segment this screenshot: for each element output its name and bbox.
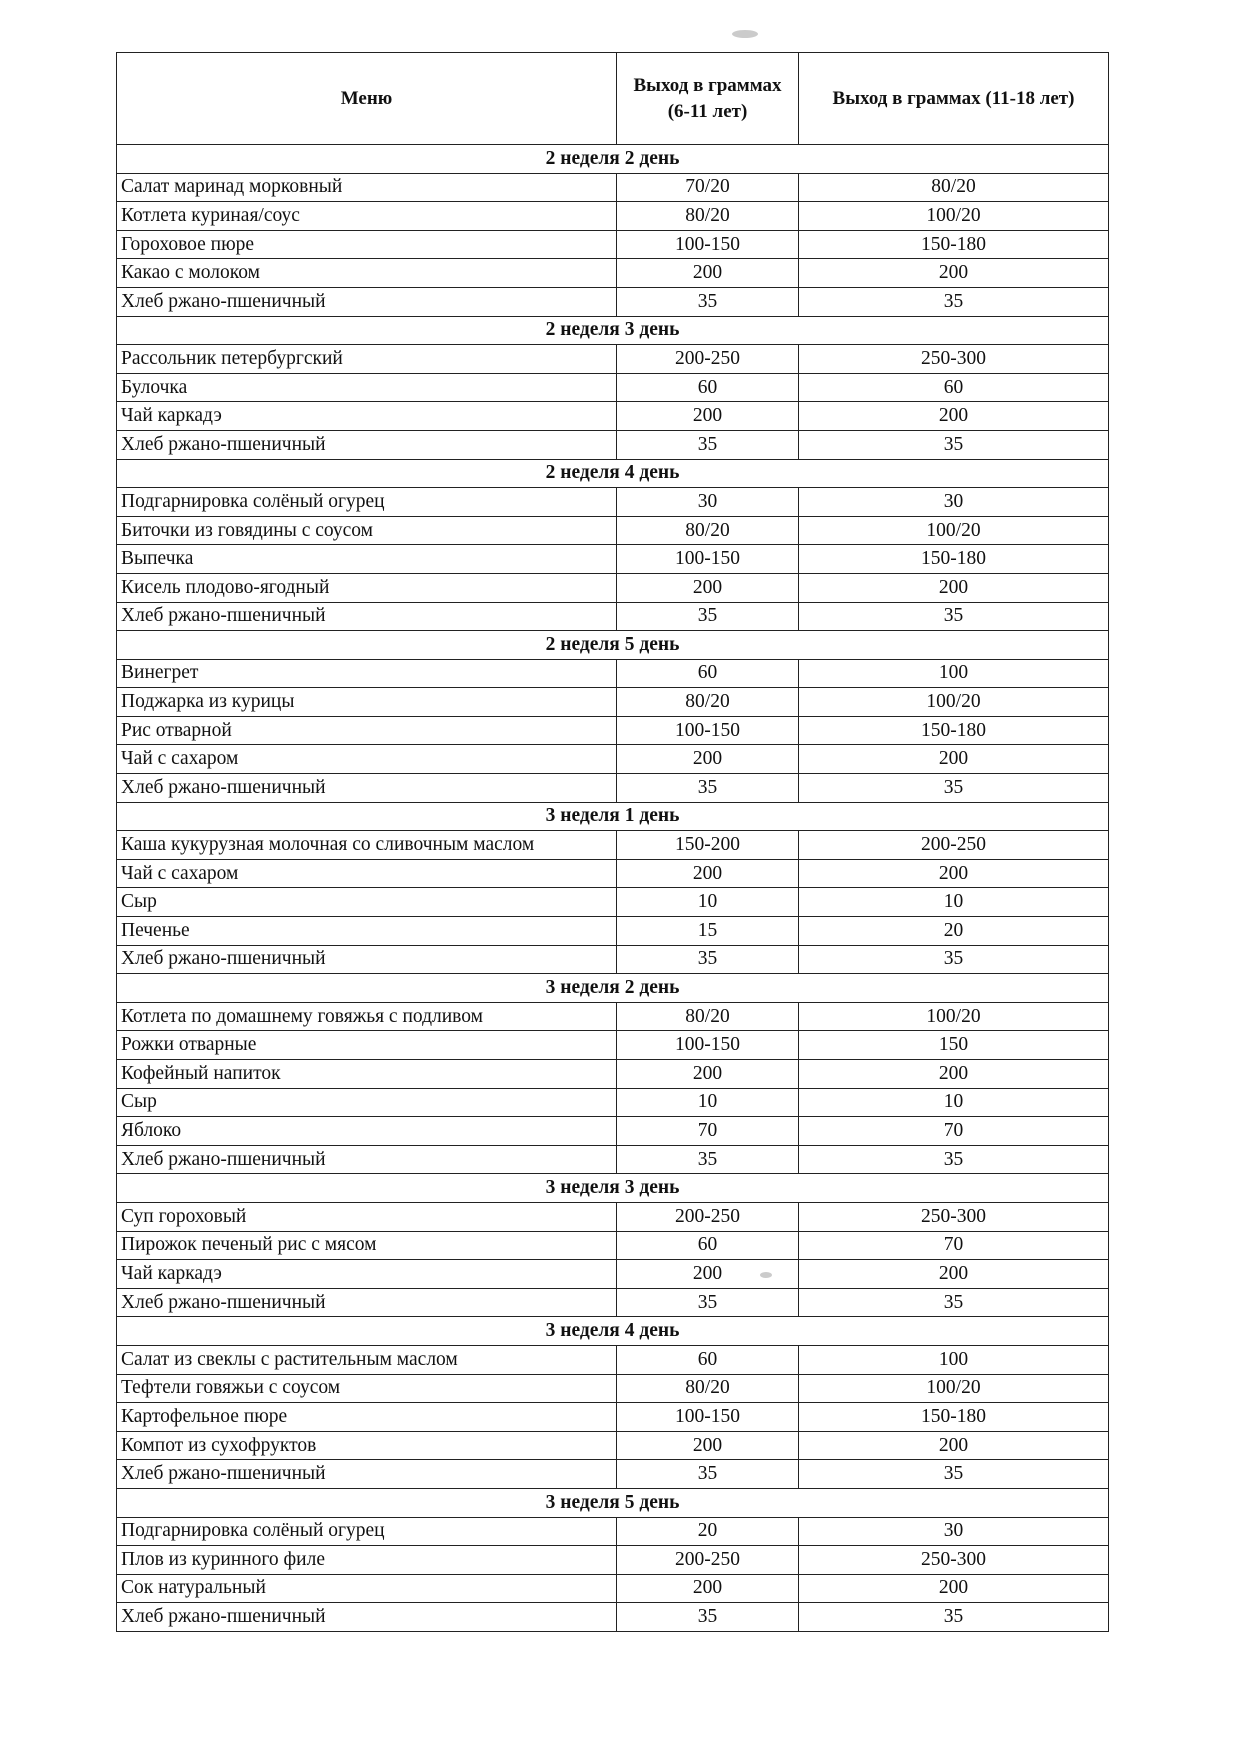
table-row [117,917,1109,946]
table-row [117,1431,1109,1460]
menu-header: Меню [117,53,617,145]
table-row [117,373,1109,402]
dish-name: Хлеб ржано-пшеничный [117,1460,617,1489]
dish-name: Суп гороховый [117,1202,617,1231]
table-row [117,488,1109,517]
table-row [117,516,1109,545]
dish-name: Рожки отварные [117,1031,617,1060]
portion-6-11: 200-250 [617,1202,799,1231]
portion-11-18: 100/20 [799,202,1109,231]
table-row [117,430,1109,459]
portion-11-18: 35 [799,774,1109,803]
portion-11-18: 250-300 [799,1546,1109,1575]
portion-11-18: 150-180 [799,716,1109,745]
dish-name: Чай каркадэ [117,402,617,431]
portion-11-18: 100 [799,1345,1109,1374]
dish-name: Чай с сахаром [117,745,617,774]
portion-11-18: 35 [799,602,1109,631]
dish-name: Хлеб ржано-пшеничный [117,1145,617,1174]
table-row [117,888,1109,917]
dish-name: Рис отварной [117,716,617,745]
table-row [117,573,1109,602]
portion-11-18: 35 [799,1603,1109,1632]
portion-6-11: 35 [617,602,799,631]
portion-11-18: 200 [799,859,1109,888]
dish-name: Сыр [117,1088,617,1117]
portion-6-11: 200 [617,402,799,431]
age-11-18-header: Выход в граммах (11-18 лет) [799,53,1109,145]
table-row [117,1231,1109,1260]
portion-6-11: 70/20 [617,173,799,202]
portion-11-18: 35 [799,1460,1109,1489]
portion-11-18: 200 [799,259,1109,288]
table-row [117,345,1109,374]
table-row [117,1374,1109,1403]
portion-6-11: 35 [617,1460,799,1489]
portion-6-11: 60 [617,1345,799,1374]
portion-11-18: 200 [799,1060,1109,1089]
portion-6-11: 80/20 [617,1374,799,1403]
dish-name: Хлеб ржано-пшеничный [117,1603,617,1632]
dish-name: Котлета куриная/соус [117,202,617,231]
table-row [117,259,1109,288]
day-section-row [117,1174,1109,1203]
dish-name: Хлеб ржано-пшеничный [117,1288,617,1317]
dish-name: Хлеб ржано-пшеничный [117,287,617,316]
day-section-row [117,459,1109,488]
portion-11-18: 150-180 [799,230,1109,259]
portion-11-18: 10 [799,1088,1109,1117]
portion-11-18: 250-300 [799,345,1109,374]
portion-11-18: 10 [799,888,1109,917]
dish-name: Сыр [117,888,617,917]
table-row [117,1403,1109,1432]
portion-6-11: 60 [617,1231,799,1260]
portion-6-11: 35 [617,1145,799,1174]
day-section-title: 3 неделя 1 день [117,802,1109,831]
portion-6-11: 35 [617,945,799,974]
portion-11-18: 35 [799,1288,1109,1317]
dish-name: Хлеб ржано-пшеничный [117,602,617,631]
portion-11-18: 200 [799,745,1109,774]
portion-6-11: 100-150 [617,1031,799,1060]
table-row [117,1517,1109,1546]
portion-6-11: 80/20 [617,688,799,717]
dish-name: Хлеб ржано-пшеничный [117,945,617,974]
table-row [117,1603,1109,1632]
portion-11-18: 35 [799,945,1109,974]
portion-11-18: 150-180 [799,545,1109,574]
portion-11-18: 250-300 [799,1202,1109,1231]
portion-6-11: 200 [617,745,799,774]
table-row [117,602,1109,631]
table-row [117,745,1109,774]
table-row [117,1202,1109,1231]
dish-name: Подгарнировка солёный огурец [117,488,617,517]
dish-name: Булочка [117,373,617,402]
portion-11-18: 30 [799,1517,1109,1546]
portion-6-11: 100-150 [617,716,799,745]
portion-11-18: 35 [799,1145,1109,1174]
table-row [117,1546,1109,1575]
dish-name: Кисель плодово-ягодный [117,573,617,602]
day-section-row [117,1317,1109,1346]
dish-name: Салат маринад морковный [117,173,617,202]
portion-11-18: 200 [799,573,1109,602]
portion-11-18: 60 [799,373,1109,402]
dish-name: Хлеб ржано-пшеничный [117,430,617,459]
table-row [117,859,1109,888]
header-row [117,53,1109,145]
portion-11-18: 35 [799,430,1109,459]
dish-name: Чай с сахаром [117,859,617,888]
portion-6-11: 35 [617,430,799,459]
portion-11-18: 100/20 [799,1002,1109,1031]
table-row [117,688,1109,717]
table-row [117,1088,1109,1117]
portion-6-11: 100-150 [617,545,799,574]
portion-11-18: 150-180 [799,1403,1109,1432]
dish-name: Салат из свеклы с растительным маслом [117,1345,617,1374]
scan-mark [732,30,758,38]
dish-name: Винегрет [117,659,617,688]
dish-name: Кофейный напиток [117,1060,617,1089]
portion-11-18: 100/20 [799,688,1109,717]
portion-6-11: 15 [617,917,799,946]
table-row [117,230,1109,259]
portion-11-18: 100/20 [799,516,1109,545]
portion-6-11: 35 [617,287,799,316]
dish-name: Тефтели говяжьи с соусом [117,1374,617,1403]
dish-name: Каша кукурузная молочная со сливочным маслом [117,831,617,860]
dish-name: Пирожок печеный рис с мясом [117,1231,617,1260]
portion-11-18: 150 [799,1031,1109,1060]
portion-6-11: 100-150 [617,1403,799,1432]
portion-11-18: 200 [799,1431,1109,1460]
day-section-row [117,631,1109,660]
portion-6-11: 200 [617,1260,799,1289]
table-row [117,1574,1109,1603]
dish-name: Картофельное пюре [117,1403,617,1432]
day-section-title: 3 неделя 5 день [117,1488,1109,1517]
portion-11-18: 70 [799,1117,1109,1146]
portion-6-11: 200 [617,259,799,288]
dish-name: Яблоко [117,1117,617,1146]
day-section-row [117,1488,1109,1517]
portion-6-11: 80/20 [617,202,799,231]
dish-name: Рассольник петербургский [117,345,617,374]
dish-name: Печенье [117,917,617,946]
portion-11-18: 80/20 [799,173,1109,202]
dish-name: Чай каркадэ [117,1260,617,1289]
table-row [117,402,1109,431]
portion-6-11: 60 [617,659,799,688]
portion-6-11: 200 [617,1574,799,1603]
dish-name: Гороховое пюре [117,230,617,259]
portion-6-11: 70 [617,1117,799,1146]
dish-name: Какао с молоком [117,259,617,288]
portion-6-11: 20 [617,1517,799,1546]
table-row [117,287,1109,316]
table-row [117,945,1109,974]
portion-6-11: 10 [617,1088,799,1117]
portion-6-11: 100-150 [617,230,799,259]
portion-6-11: 80/20 [617,1002,799,1031]
age-6-11-header: Выход в граммах (6-11 лет) [617,53,799,145]
day-section-title: 2 неделя 3 день [117,316,1109,345]
table-row [117,1002,1109,1031]
table-row [117,1031,1109,1060]
day-section-title: 3 неделя 3 день [117,1174,1109,1203]
day-section-row [117,974,1109,1003]
day-section-row [117,145,1109,174]
dish-name: Котлета по домашнему говяжья с подливом [117,1002,617,1031]
table-row [117,1460,1109,1489]
portion-6-11: 200-250 [617,345,799,374]
portion-11-18: 30 [799,488,1109,517]
portion-11-18: 100 [799,659,1109,688]
table-row [117,1117,1109,1146]
day-section-row [117,802,1109,831]
table-row [117,1060,1109,1089]
portion-11-18: 200 [799,402,1109,431]
portion-6-11: 80/20 [617,516,799,545]
dish-name: Выпечка [117,545,617,574]
portion-6-11: 60 [617,373,799,402]
day-section-title: 2 неделя 2 день [117,145,1109,174]
portion-6-11: 200-250 [617,1546,799,1575]
table-row [117,173,1109,202]
day-section-title: 3 неделя 4 день [117,1317,1109,1346]
dish-name: Биточки из говядины с соусом [117,516,617,545]
portion-11-18: 200 [799,1574,1109,1603]
table-row [117,716,1109,745]
day-section-title: 2 неделя 5 день [117,631,1109,660]
portion-6-11: 35 [617,1288,799,1317]
day-section-row [117,316,1109,345]
table-row [117,1145,1109,1174]
portion-6-11: 150-200 [617,831,799,860]
portion-11-18: 20 [799,917,1109,946]
dish-name: Компот из сухофруктов [117,1431,617,1460]
table-row [117,202,1109,231]
table-row [117,774,1109,803]
dish-name: Сок натуральный [117,1574,617,1603]
portion-6-11: 30 [617,488,799,517]
portion-6-11: 35 [617,1603,799,1632]
dish-name: Хлеб ржано-пшеничный [117,774,617,803]
portion-11-18: 200 [799,1260,1109,1289]
portion-6-11: 200 [617,1431,799,1460]
portion-11-18: 70 [799,1231,1109,1260]
menu-table [116,52,1109,1632]
table-row [117,659,1109,688]
menu-body [117,145,1109,1632]
table-row [117,1345,1109,1374]
table-row [117,545,1109,574]
day-section-title: 3 неделя 2 день [117,974,1109,1003]
portion-6-11: 35 [617,774,799,803]
portion-11-18: 35 [799,287,1109,316]
table-row [117,1260,1109,1289]
dish-name: Плов из куринного филе [117,1546,617,1575]
portion-6-11: 200 [617,1060,799,1089]
portion-6-11: 200 [617,859,799,888]
dish-name: Поджарка из курицы [117,688,617,717]
dish-name: Подгарнировка солёный огурец [117,1517,617,1546]
day-section-title: 2 неделя 4 день [117,459,1109,488]
portion-6-11: 10 [617,888,799,917]
portion-6-11: 200 [617,573,799,602]
portion-11-18: 100/20 [799,1374,1109,1403]
table-row [117,1288,1109,1317]
table-row [117,831,1109,860]
portion-11-18: 200-250 [799,831,1109,860]
